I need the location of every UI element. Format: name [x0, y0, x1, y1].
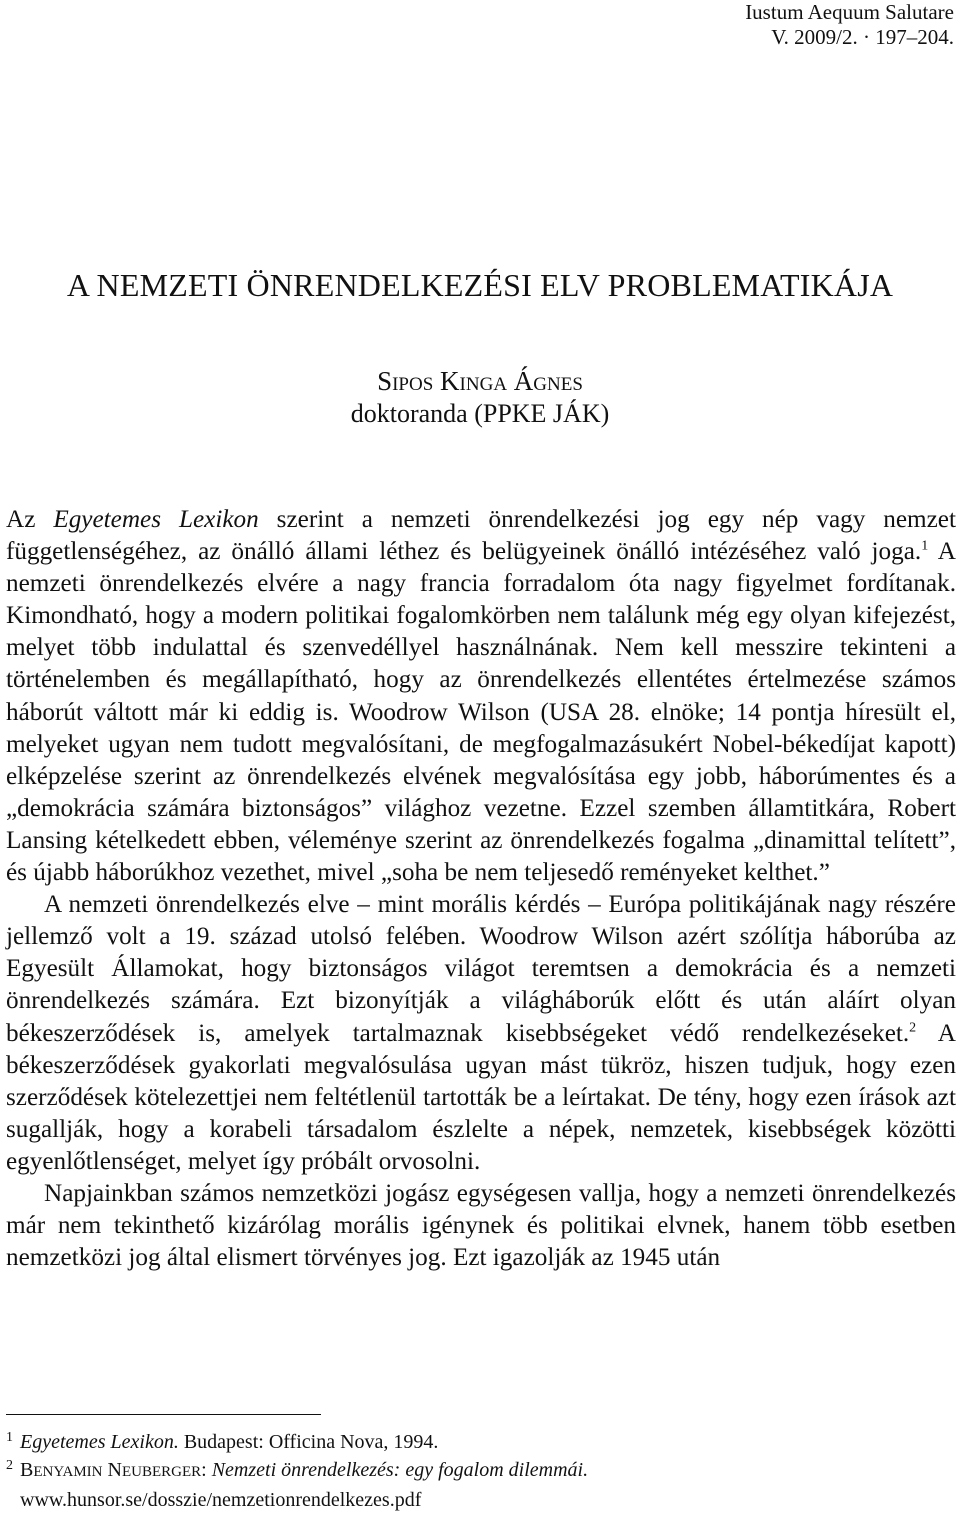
paragraph-1: [6, 504, 956, 889]
footnotes: [6, 1428, 956, 1514]
footnote-1-number: 1: [6, 1430, 13, 1445]
footnote-2: [6, 1456, 956, 1514]
p1-text-mid: szerint a nemzeti önrendelkezési jog egy nép vagy nemzet függetlenségéhez, az önálló állami léthez és belügyeinek önálló intézéséhez való joga.: [6, 506, 956, 566]
author-surname-rest: IPOS: [392, 374, 434, 395]
author-given-rest: INGA: [459, 374, 508, 395]
footnote-2-author-n: EUBERGER: [121, 1464, 202, 1480]
paragraph-3: Napjainkban számos nemzetközi jogász egységesen vallja, hogy a nemzeti önrendelkezés már nem tekinthető kizárólag morális igénynek és politikai elvnek, hanem több esetben nemzetközi jog által elismert törvényes jog. Ezt igazolják az 1945 után: [6, 1179, 956, 1272]
footnote-2-italic-title: Nemzeti önrendelkezés: egy fogalom dilemmái.: [211, 1459, 589, 1481]
footnote-2-author-b: ENYAMIN: [33, 1464, 103, 1480]
footnote-2-author-initial-n: N: [107, 1459, 122, 1481]
author-surname-initial: S: [377, 366, 393, 396]
p2-text-end: A békeszerződések gyakorlati megvalósulása ugyan mást tükröz, hiszen tudjuk, hogy ezen szerződések kötelezettjei nem feltétlenül tartották be a leírtakat. De tény, hogy ezen írások azt sugallják, hogy a korabeli társadalom észlelte a népek, nemzetek, kisebbségek közötti egyenlőtlenséget, melyet így próbált orvosolni.: [6, 1019, 956, 1175]
footnote-2-author-initial-b: B: [20, 1459, 34, 1481]
journal-header: [745, 0, 954, 50]
footnote-2-url[interactable]: www.hunsor.se/dosszie/nemzetionrendelkezes.pdf: [20, 1489, 422, 1511]
paragraph-2: [6, 889, 956, 1178]
p1-text-start: Az: [6, 506, 54, 533]
footnote-1-italic: Egyetemes Lexikon.: [20, 1431, 179, 1453]
p1-text-end: A nemzeti önrendelkezés elvére a nagy francia forradalom óta nagy figyelmet fordítanak. Kimondható, hogy a modern politikai fogalomkörben nem találunk még egy olyan kifejezést, melyet több indulattal és szenvedéllyel használnának. Nem kell messzire tekinteni a történelemben és megállapítható, hogy az önrendelkezés ellentétes értelmezése számos háborút váltott már ki eddig is. Woodrow Wilson (USA 28. elnöke; 14 pontja híresült el, melyeket ugyan nem tudott megvalósítani, de megfogalmazásukért Nobel-békedíjat kapott) elképzelése szerint az önrendelkezés elvének megvalósítása egy jobb, háborúmentes és a „demokrácia számára biztonságos” világhoz vezetne. Ezzel szemben államtitkára, Robert Lansing kételkedett ebben, véleménye szerint az önrendelkezés fogalma „dinamittal telített”, és újabb háborúkhoz vezethet, mivel „soha be nem teljesedő reményeket kelthet.”: [6, 538, 956, 887]
footnote-1-text: Budapest: Officina Nova, 1994.: [178, 1431, 439, 1453]
p2-text-start: A nemzeti önrendelkezés elve – mint morális kérdés – Európa politikájának nagy részére jellemző volt a 19. század utolsó felében. Woodrow Wilson azért szólítja háborúba az Egyesült Államokat, hogy biztonságos világot teremtsen a demokrácia és a nemzeti önrendelkezés számára. Ezt bizonyítják a világháborúk előtt és után aláírt olyan békeszerződések is, amelyek tartalmaznak kisebbségeket védő rendelkezéseket.: [6, 891, 956, 1047]
journal-issue-pages: V. 2009/2. · 197–204.: [771, 25, 954, 49]
footnote-ref-2[interactable]: 2: [909, 1020, 917, 1036]
footnote-1: [6, 1428, 956, 1456]
footnote-separator: [6, 1414, 321, 1415]
article-title: A NEMZETI ÖNRENDELKEZÉSI ELV PROBLEMATIKÁJA: [66, 267, 894, 303]
author-middle-rest: GNES: [533, 374, 583, 395]
author-name: [0, 365, 960, 401]
footnote-2-colon: :: [201, 1459, 212, 1481]
author-middle-initial: Á: [513, 366, 534, 396]
journal-name: Iustum Aequum Salutare: [745, 0, 954, 24]
author-affiliation: doktoranda (PPKE JÁK): [350, 399, 610, 428]
author-given-initial: K: [440, 366, 460, 396]
footnote-ref-1[interactable]: 1: [921, 538, 929, 554]
p1-italic-lexikon: Egyetemes Lexikon: [53, 506, 259, 533]
footnote-2-number: 2: [6, 1458, 13, 1473]
article-body: [6, 504, 956, 1274]
